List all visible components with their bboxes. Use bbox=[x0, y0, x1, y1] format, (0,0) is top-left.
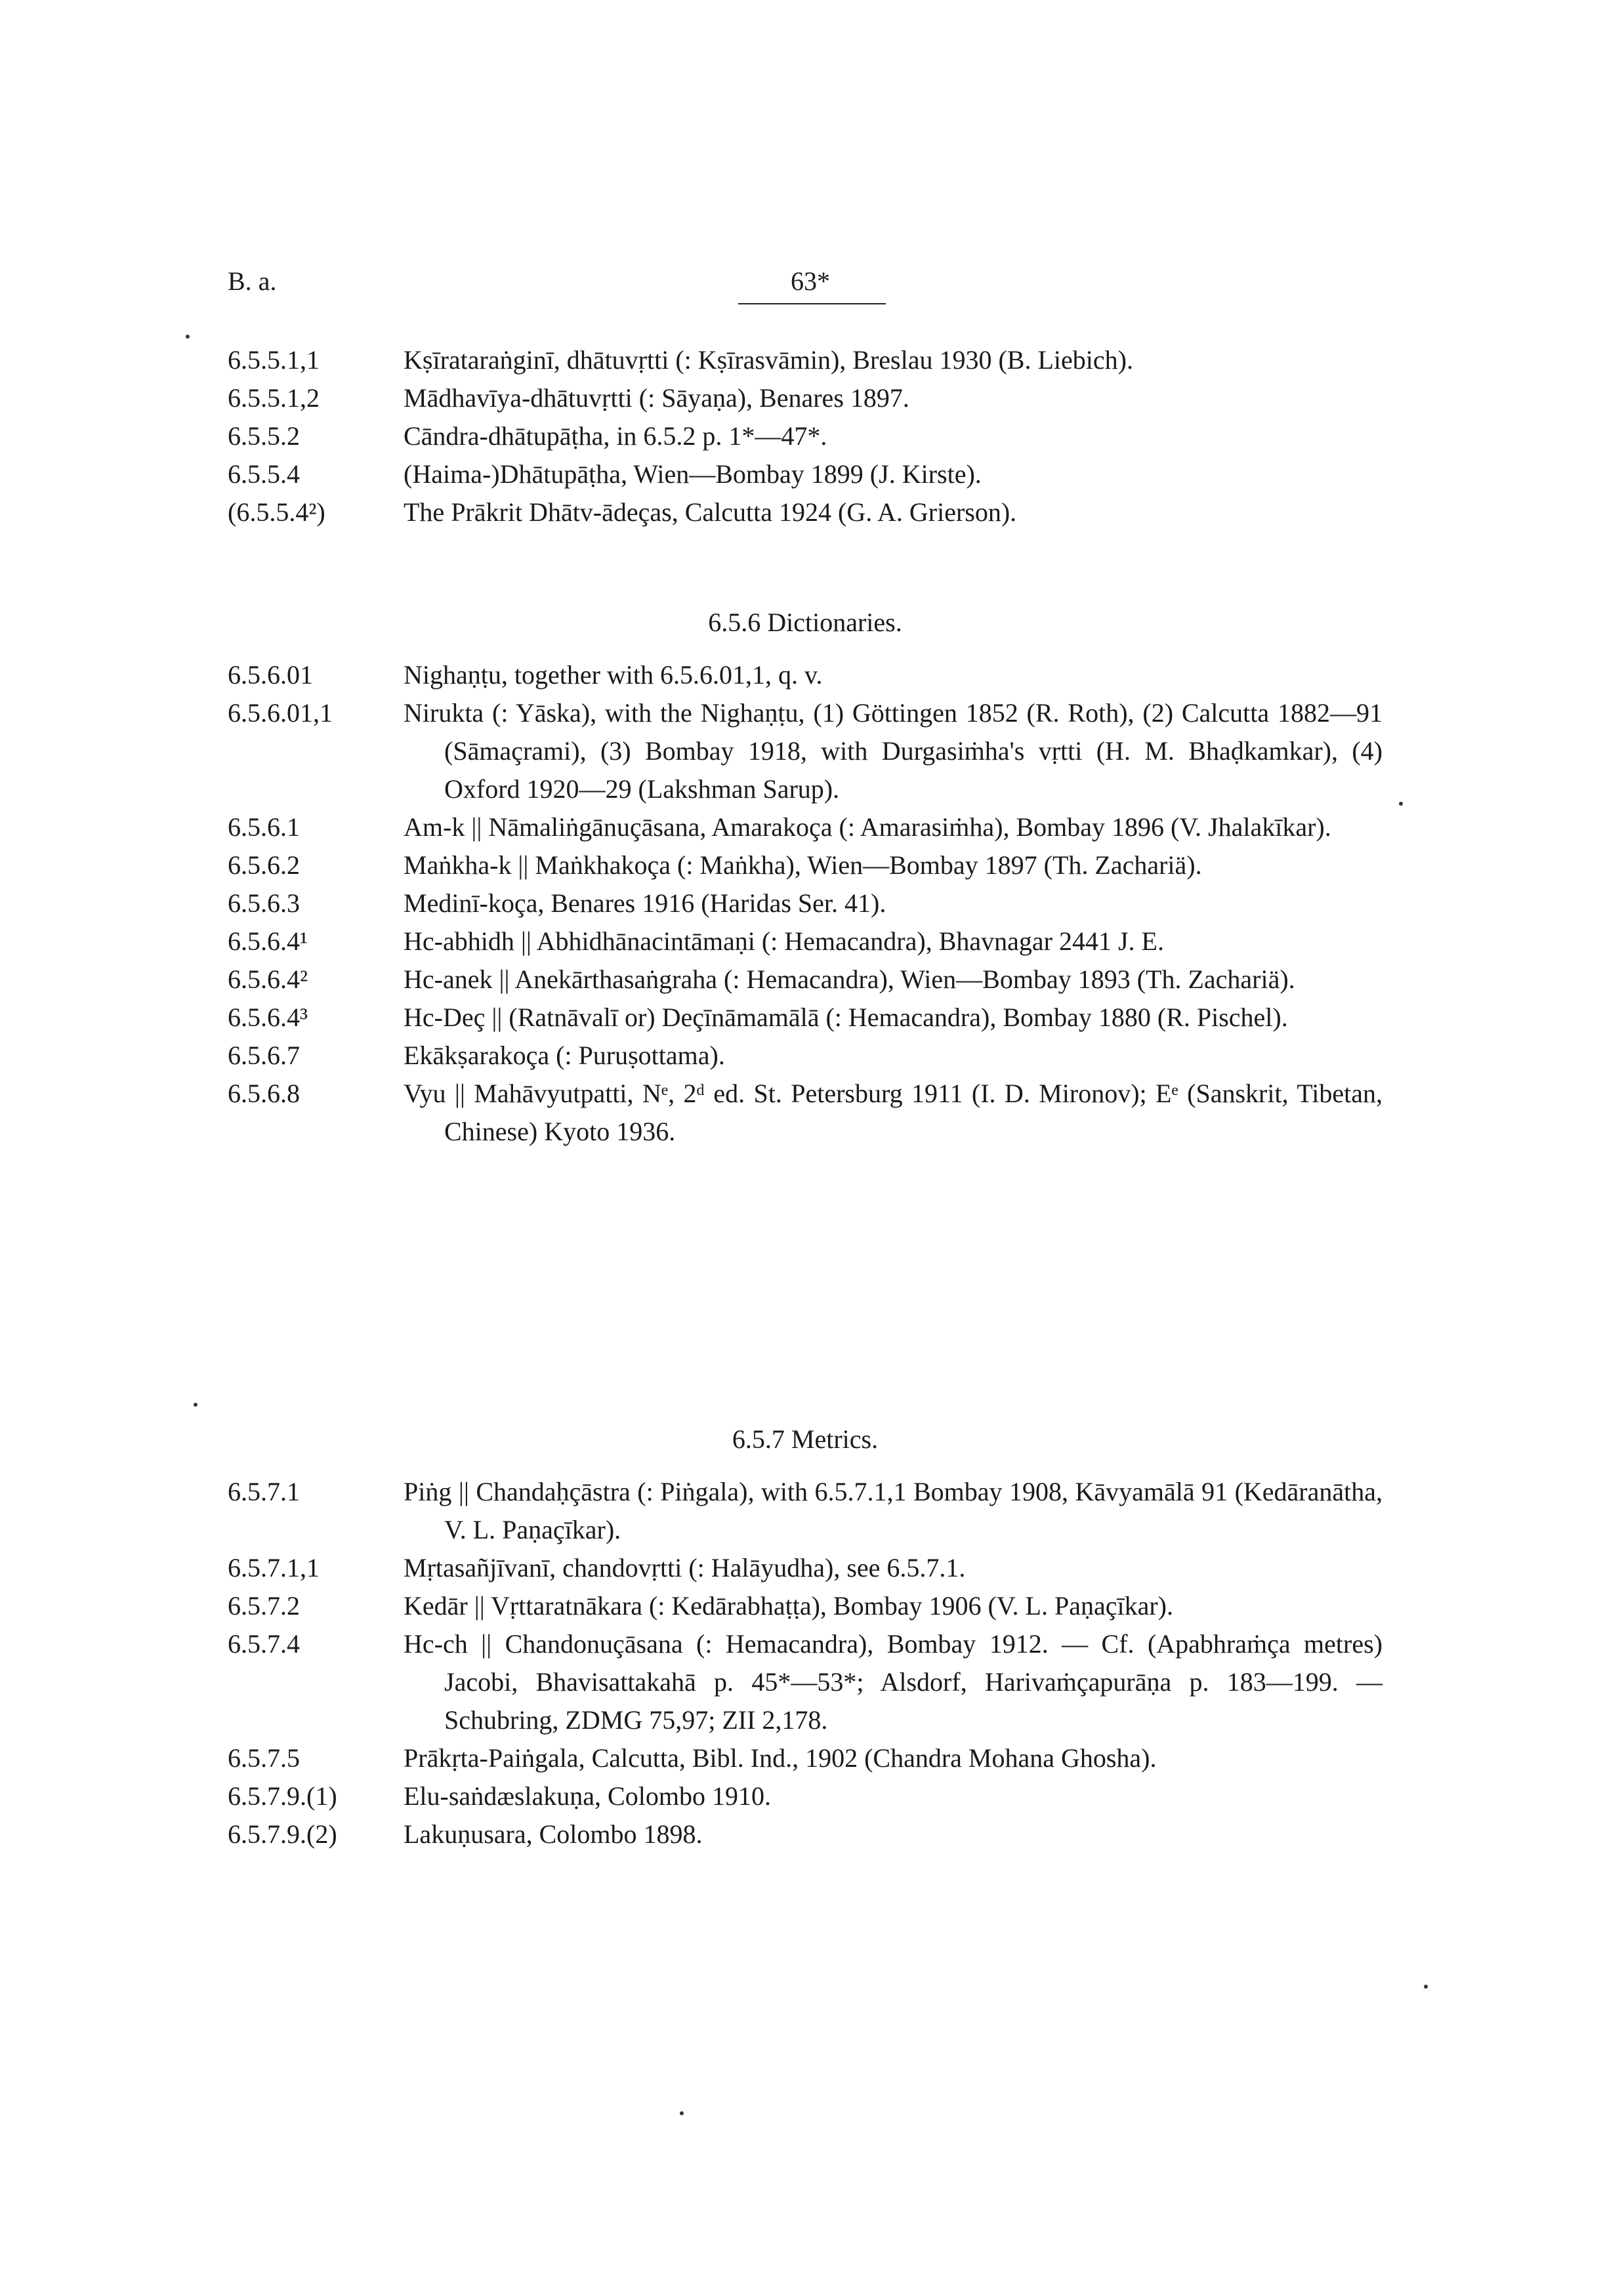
scan-speck bbox=[680, 2111, 684, 2115]
list-item bbox=[228, 808, 1383, 846]
entry-text: Vyu || Mahāvyutpatti, Nᵉ, 2ᵈ ed. St. Petersburg 1911 (I. D. Mironov); Eᵉ (Sanskrit, Tibetan, Chinese) Kyoto 1936. bbox=[404, 1079, 1383, 1146]
list-item bbox=[228, 1587, 1383, 1625]
entry-number: 6.5.6.7 bbox=[228, 1041, 300, 1070]
entry-number: 6.5.6.8 bbox=[228, 1079, 300, 1108]
scan-speck bbox=[1424, 1985, 1428, 1989]
list-item bbox=[228, 1739, 1383, 1777]
running-header: B. a. bbox=[228, 266, 277, 296]
list-item bbox=[228, 341, 1383, 379]
entry-text: Hc-abhidh || Abhidhānacintāmaṇi (: Hemacandra), Bhavnagar 2441 J. E. bbox=[404, 926, 1164, 956]
list-item bbox=[228, 1473, 1383, 1549]
list-item bbox=[228, 1075, 1383, 1151]
list-item bbox=[228, 493, 1383, 531]
entry-text: Piṅg || Chandaḥçāstra (: Piṅgala), with 6.5.7.1,1 Bombay 1908, Kāvyamālā 91 (Kedāranātha, V. L. Paṇaçīkar). bbox=[404, 1477, 1383, 1544]
entry-number: 6.5.6.4² bbox=[228, 964, 308, 994]
entry-number: 6.5.6.01,1 bbox=[228, 698, 333, 728]
list-item bbox=[228, 1037, 1383, 1075]
list-item bbox=[228, 999, 1383, 1037]
entry-text: Hc-ch || Chandonuçāsana (: Hemacandra), Bombay 1912. — Cf. (Apabhraṁça metres) Jacobi, Bhavisattakahā p. 45*—53*; Alsdorf, Harivaṁçapurāṇa p. 183—199. — Schubring, ZDMG 75,97; ZII 2,178. bbox=[404, 1629, 1383, 1735]
entry-number: 6.5.6.4¹ bbox=[228, 926, 308, 956]
list-item bbox=[228, 694, 1383, 808]
entry-number: 6.5.6.2 bbox=[228, 850, 300, 880]
entry-text: Prākṛta-Paiṅgala, Calcutta, Bibl. Ind., 1902 (Chandra Mohana Ghosha). bbox=[404, 1743, 1157, 1773]
list-item bbox=[228, 1815, 1383, 1853]
list-item bbox=[228, 1777, 1383, 1815]
entry-number: 6.5.7.2 bbox=[228, 1591, 300, 1621]
list-item bbox=[228, 846, 1383, 884]
entry-text: Kedār || Vṛttaratnākara (: Kedārabhaṭṭa), Bombay 1906 (V. L. Paṇaçīkar). bbox=[404, 1591, 1173, 1621]
scan-speck bbox=[194, 1403, 198, 1407]
scan-speck bbox=[186, 335, 190, 339]
dictionaries-list bbox=[228, 656, 1383, 1151]
entry-number: 6.5.5.1,1 bbox=[228, 345, 320, 375]
entry-number: 6.5.7.1,1 bbox=[228, 1553, 320, 1582]
entry-text: Cāndra-dhātupāṭha, in 6.5.2 p. 1*—47*. bbox=[404, 421, 827, 451]
header-rule bbox=[738, 303, 886, 304]
entry-number: 6.5.7.1 bbox=[228, 1477, 300, 1506]
entry-number: 6.5.6.4³ bbox=[228, 1003, 308, 1032]
list-item bbox=[228, 656, 1383, 694]
entry-number: 6.5.7.9.(2) bbox=[228, 1819, 337, 1849]
entry-text: Lakuṇusara, Colombo 1898. bbox=[404, 1819, 703, 1849]
entry-text: Nighaṇṭu, together with 6.5.6.01,1, q. v. bbox=[404, 660, 823, 690]
entry-number: 6.5.6.01 bbox=[228, 660, 313, 690]
list-item bbox=[228, 417, 1383, 455]
entry-number: 6.5.6.3 bbox=[228, 888, 300, 918]
page-number: 63* bbox=[791, 266, 830, 296]
entry-text: Ekākṣarakoça (: Puruṣottama). bbox=[404, 1041, 725, 1070]
entry-text: Medinī-koça, Benares 1916 (Haridas Ser. 41). bbox=[404, 888, 886, 918]
entry-text: Mṛtasañjīvanī, chandovṛtti (: Halāyudha), see 6.5.7.1. bbox=[404, 1553, 966, 1582]
entry-text: Kṣīrataraṅginī, dhātuvṛtti (: Kṣīrasvāmin), Breslau 1930 (B. Liebich). bbox=[404, 345, 1133, 375]
entry-number: 6.5.7.4 bbox=[228, 1629, 300, 1659]
entry-text: Am-k || Nāmaliṅgānuçāsana, Amarakoça (: Amarasiṁha), Bombay 1896 (V. Jhalakīkar). bbox=[404, 812, 1331, 842]
entry-number: (6.5.5.4²) bbox=[228, 497, 325, 527]
dhatupatha-list bbox=[228, 341, 1383, 531]
entry-number: 6.5.7.9.(1) bbox=[228, 1781, 337, 1811]
entry-text: The Prākrit Dhātv-ādeças, Calcutta 1924 (G. A. Grierson). bbox=[404, 497, 1017, 527]
entry-text: Mādhavīya-dhātuvṛtti (: Sāyaṇa), Benares 1897. bbox=[404, 383, 909, 413]
list-item bbox=[228, 1549, 1383, 1587]
entry-number: 6.5.5.2 bbox=[228, 421, 300, 451]
list-item bbox=[228, 884, 1383, 922]
section-heading-dictionaries: 6.5.6 Dictionaries. bbox=[708, 608, 902, 637]
list-item bbox=[228, 455, 1383, 493]
list-item bbox=[228, 961, 1383, 999]
entry-number: 6.5.6.1 bbox=[228, 812, 300, 842]
entry-text: Maṅkha-k || Maṅkhakoça (: Maṅkha), Wien—Bombay 1897 (Th. Zachariä). bbox=[404, 850, 1202, 880]
entry-text: (Haima-)Dhātupāṭha, Wien—Bombay 1899 (J. Kirste). bbox=[404, 459, 982, 489]
entry-text: Elu-saṅdæslakuṇa, Colombo 1910. bbox=[404, 1781, 771, 1811]
section-heading-metrics: 6.5.7 Metrics. bbox=[732, 1424, 879, 1454]
entry-number: 6.5.5.1,2 bbox=[228, 383, 320, 413]
scan-speck bbox=[1399, 802, 1403, 806]
entry-number: 6.5.5.4 bbox=[228, 459, 300, 489]
metrics-list bbox=[228, 1473, 1383, 1853]
list-item bbox=[228, 379, 1383, 417]
entry-text: Nirukta (: Yāska), with the Nighaṇṭu, (1) Göttingen 1852 (R. Roth), (2) Calcutta 1882—91 (Sāmaçrami), (3) Bombay 1918, with Durgasiṁha's vṛtti (H. M. Bhaḍkamkar), (4) Oxford 1920—29 (Lakshman Sarup). bbox=[404, 698, 1383, 804]
list-item bbox=[228, 922, 1383, 961]
entry-text: Hc-Deç || (Ratnāvalī or) Deçīnāmamālā (: Hemacandra), Bombay 1880 (R. Pischel). bbox=[404, 1003, 1288, 1032]
entry-text: Hc-anek || Anekārthasaṅgraha (: Hemacandra), Wien—Bombay 1893 (Th. Zachariä). bbox=[404, 964, 1295, 994]
entry-number: 6.5.7.5 bbox=[228, 1743, 300, 1773]
list-item bbox=[228, 1625, 1383, 1739]
